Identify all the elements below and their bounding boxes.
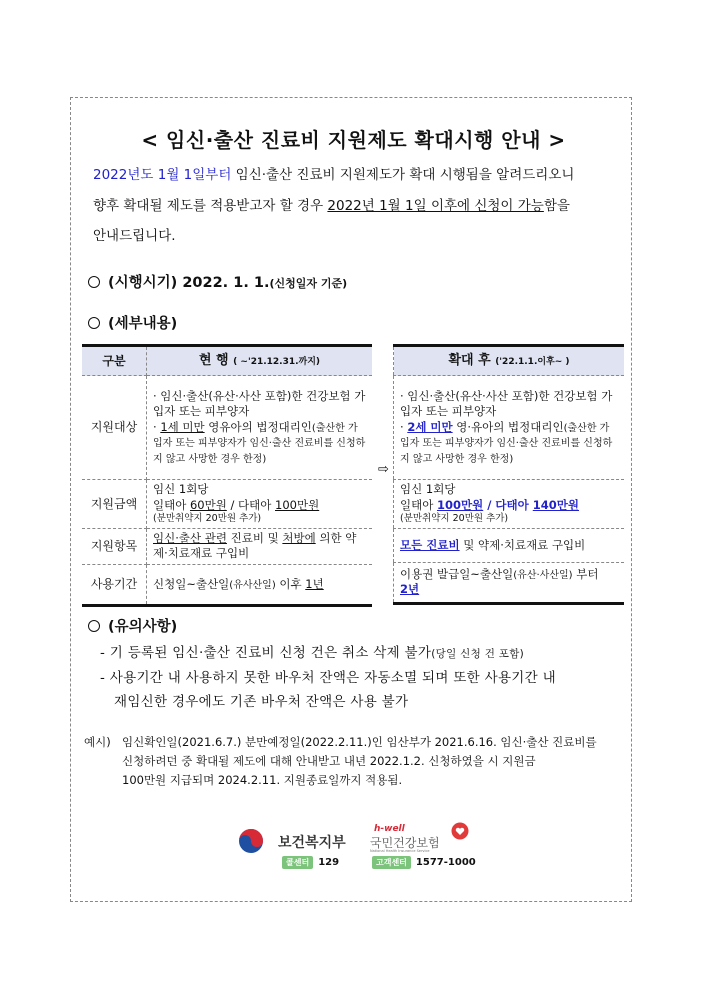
example-line: 100만원 지급되며 2024.2.11. 지원종료일까지 적용됨.: [122, 773, 403, 787]
header-sub: ( ~'21.12.31.까지): [233, 357, 321, 368]
cell-text: 이후: [275, 576, 306, 591]
cell-highlight: 2세 미만: [407, 419, 453, 434]
row-label: 지원대상: [82, 376, 147, 480]
intro-line-1: [93, 163, 574, 183]
customercenter-badge: 고객센터: [372, 856, 411, 869]
section-notes: [88, 615, 177, 636]
header-category: 구분: [82, 346, 147, 376]
cell-text: 일태아: [153, 497, 190, 512]
page-title: < 임신·출산 진료비 지원제도 확대시행 안내 >: [141, 128, 566, 152]
note-small: (당일 신청 건 포함): [431, 648, 525, 660]
cell-small: (출산한 가입자 또는 피부양자가 임신·출산 진료비를 신청하지 않고 사망한 경우 한정): [400, 422, 613, 465]
arrow-right-icon: ⇨: [378, 462, 389, 477]
header-expanded: [394, 346, 625, 376]
row-label: 지원금액: [82, 480, 147, 529]
intro-underlined: 2022년 1월 1일 이후에 신청이 가능: [327, 198, 544, 214]
cell: [147, 564, 373, 605]
table-row: [394, 528, 625, 562]
cell-underlined: 1년: [305, 576, 324, 591]
table-row: [394, 562, 625, 603]
circle-bullet-icon: [88, 620, 100, 632]
cell-highlight: 100만원: [436, 497, 484, 512]
cell-text: / 다태아: [483, 497, 533, 512]
cell: · 임신·출산(유산·사산 포함)한 건강보험 가입자 또는 피부양자 · 2세 미만 영·유아의 법정대리인(출산한 가입자 또는 피부양자가 임신·출산 진료비를 신청하지 않고 사망한 경우 한정): [394, 376, 625, 480]
cell-text: 의한 약제·치료재료 구입비: [153, 530, 357, 561]
intro-text: 함을: [543, 198, 570, 214]
table-row: [82, 564, 372, 605]
table-row: [394, 376, 625, 480]
note-2-cont: 재임신한 경우에도 기존 바우처 잔액은 사용 불가: [114, 694, 409, 710]
cell-small: (유사산일): [229, 579, 276, 591]
header-title: 확대 후: [448, 353, 491, 369]
cell-underlined: 처방에: [282, 530, 316, 545]
cell-highlight: 모든 진료비: [400, 537, 460, 552]
cell-text: · 임신·출산(유산·사산 포함)한 건강보험 가입자 또는 피부양자: [400, 388, 613, 419]
header-sub: ('22.1.1.이후~ ): [495, 357, 570, 368]
cell-text: 영유아의 법정대리인: [204, 419, 312, 434]
circle-bullet-icon: [88, 317, 100, 329]
cell-underlined: 100만원: [275, 497, 320, 512]
header-current: [147, 346, 373, 376]
cell-small: (분만취약지 20만원 추가): [400, 513, 509, 525]
nhis-brand: h-well: [374, 824, 405, 834]
cell-highlight: 140만원: [532, 497, 579, 512]
section-note: (신청일자 기준): [269, 277, 348, 290]
table-row: [82, 480, 372, 529]
intro-line-2: [93, 194, 570, 214]
note-2: - 사용기간 내 사용하지 못한 바우처 잔액은 자동소멸 되며 또한 사용기간 내: [100, 670, 556, 686]
cell-small: (유산·사산일): [513, 569, 573, 581]
cell-text: 영·유아의 법정대리인: [452, 419, 564, 434]
note-1: [100, 641, 524, 661]
mohw-emblem-icon: [238, 828, 276, 854]
nhis-english: National Health Insurance Service: [370, 849, 430, 853]
expanded-table: [393, 344, 624, 605]
section-label: (세부내용): [108, 316, 178, 332]
cell-text: 임신 1회당: [400, 482, 456, 496]
cell-highlight: 2년: [400, 582, 420, 597]
example-line: 신청하려던 중 확대될 제도에 대해 안내받고 내년 2022.1.2. 신청하였을 시 지원금: [122, 754, 536, 768]
section-period: [88, 271, 347, 292]
cell: [147, 528, 373, 564]
section-label: (시행시기) 2022. 1. 1.: [108, 275, 270, 291]
cell-text: / 다태아: [226, 497, 276, 512]
cell-text: 부터: [572, 566, 599, 581]
intro-text: 향후 확대될 제도를 적용받고자 할 경우: [93, 198, 328, 214]
circle-bullet-icon: [88, 276, 100, 288]
row-label: 지원항목: [82, 528, 147, 564]
cell-text: 일태아: [400, 497, 437, 512]
table-row: [82, 528, 372, 564]
mohw-phone: 129: [318, 857, 340, 868]
cell: [147, 480, 373, 529]
cell-underlined: 60만원: [189, 497, 227, 512]
mohw-name: 보건복지부: [278, 835, 346, 851]
cell-text: · 임신·출산(유산·사산 포함)한 건강보험 가입자 또는 피부양자: [153, 388, 366, 419]
section-label: (유의사항): [108, 619, 178, 635]
intro-text: 임신·출산 진료비 지원제도가 확대 시행됨을 알려드리오니: [231, 167, 575, 183]
header-title: 현 행: [198, 353, 229, 369]
cell-small: (출산한 가입자 또는 피부양자가 임신·출산 진료비를 신청하지 않고 사망한 경우 한정): [153, 422, 366, 465]
example-line: 임신확인일(2021.6.7.) 분만예정일(2022.2.11.)인 임산부가 2021.6.16. 임신·출산 진료비를: [122, 735, 597, 749]
cell-underlined: 임신·출산 관련: [153, 530, 227, 545]
intro-line-3: 안내드립니다.: [93, 228, 176, 244]
section-details: [88, 312, 177, 333]
cell: [394, 562, 625, 603]
current-table: [82, 344, 372, 607]
cell-text: 이용권 발급일~출산일: [400, 566, 514, 581]
cell-text: 및 약제·치료재료 구입비: [459, 537, 586, 552]
mohw-logo: [238, 828, 346, 868]
cell-text: 임신 1회당: [153, 482, 209, 496]
mohw-contact: [282, 856, 339, 869]
cell-underlined: 1세 미만: [160, 419, 205, 434]
nhis-phone: 1577-1000: [415, 857, 476, 868]
callcenter-badge: 콜센터: [282, 856, 313, 869]
cell-small: (분만취약지 20만원 추가): [153, 513, 262, 525]
nhis-name: 국민건강보험: [370, 836, 440, 850]
intro-date: 2022년도 1월 1일부터: [93, 167, 232, 183]
heart-icon: [450, 822, 470, 840]
nhis-contact: [372, 856, 476, 869]
example-label: 예시): [84, 735, 111, 749]
cell: [394, 528, 625, 562]
table-row: [394, 480, 625, 529]
row-label: 사용기간: [82, 564, 147, 605]
table-row: [82, 376, 372, 480]
cell-text: 진료비 및: [226, 530, 283, 545]
cell: · 임신·출산(유산·사산 포함)한 건강보험 가입자 또는 피부양자 · 1세 미만 영유아의 법정대리인(출산한 가입자 또는 피부양자가 임신·출산 진료비를 신청하지 않고 사망한 경우 한정): [147, 376, 373, 480]
cell-text: 신청일~출산일: [153, 576, 230, 591]
cell: [394, 480, 625, 529]
note-text: - 기 등록된 임신·출산 진료비 신청 건은 취소 삭제 불가: [100, 645, 432, 661]
nhis-logo: [370, 822, 480, 870]
